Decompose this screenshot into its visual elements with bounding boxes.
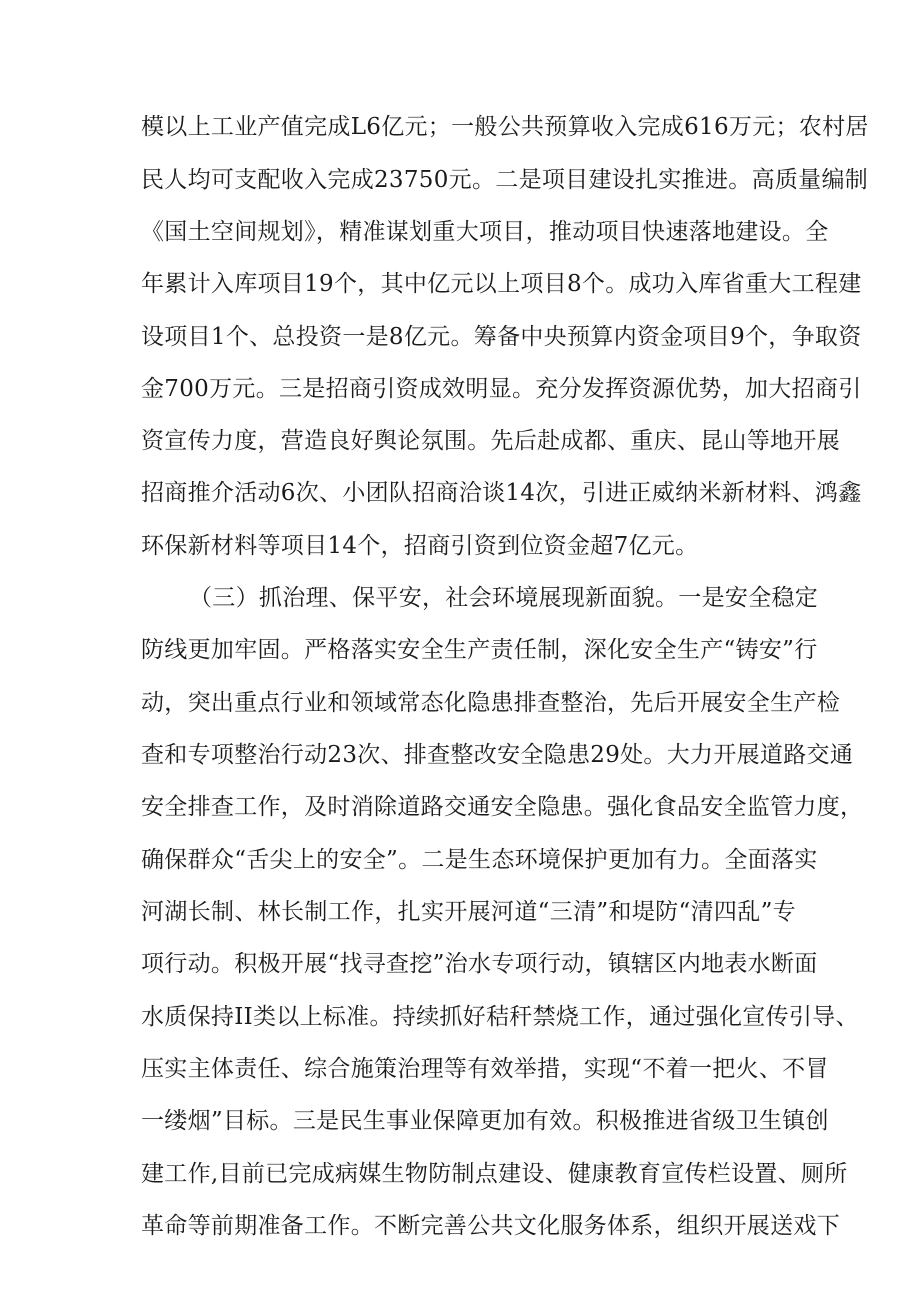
text-line: 确保群众“舌尖上的安全”。二是生态环境保护更加有力。全面落实 (141, 847, 818, 873)
text-line: 水质保持II类以上标准。持续抓好秸秆禁烧工作，通过强化宣传引导、 (141, 1004, 859, 1030)
text-line: 建工作,目前已完成病媒生物防制点建设、健康教育宣传栏设置、厕所 (141, 1161, 848, 1187)
text-line: 招商推介活动6次、小团队招商洽谈14次，引进正威纳米新材料、鸿鑫 (141, 480, 862, 506)
text-line: 动，突出重点行业和领域常态化隐患排查整治，先后开展安全生产检 (141, 690, 840, 716)
text-line: 模以上工业产值完成L6亿元；一般公共预算收入完成616万元；农村居 (141, 114, 869, 140)
text-line: 压实主体责任、综合施策治理等有效举措，实现“不着一把火、不冒 (141, 1056, 829, 1082)
text-line: 设项目1个、总投资一是8亿元。筹备中央预算内资金项目9个，争取资 (141, 324, 862, 350)
text-line: 一缕烟”目标。三是民生事业保障更加有效。积极推进省级卫生镇创 (141, 1108, 829, 1134)
text-line: 资宣传力度，营造良好舆论氛围。先后赴成都、重庆、昆山等地开展 (141, 428, 840, 454)
text-line: 防线更加牢固。严格落实安全生产责任制，深化安全生产“铸安”行 (141, 637, 818, 663)
text-line: 河湖长制、林长制工作，扎实开展河道“三清”和堤防“清四乱”专 (141, 899, 796, 925)
text-line: 《国土空间规划》，精准谋划重大项目，推动项目快速落地建设。全 (141, 219, 829, 245)
text-line: 环保新材料等项目14个，招商引资到位资金超7亿元。 (141, 533, 699, 559)
text-line: 民人均可支配收入完成23750元。二是项目建设扎实推进。高质量编制 (141, 167, 869, 193)
text-line: 金700万元。三是招商引资成效明显。充分发挥资源优势，加大招商引 (141, 376, 862, 402)
section-heading-line: （三）抓治理、保平安，社会环境展现新面貌。一是安全稳定 (189, 585, 819, 611)
text-line: 年累计入库项目19个，其中亿元以上项目8个。成功入库省重大工程建 (141, 271, 862, 297)
text-line: 查和专项整治行动23次、排查整改安全隐患29处。大力开展道路交通 (141, 742, 854, 768)
text-line: 项行动。积极开展“找寻查挖”治水专项行动，镇辖区内地表水断面 (141, 951, 818, 977)
text-line: 革命等前期准备工作。不断完善公共文化服务体系，组织开展送戏下 (141, 1213, 840, 1239)
text-line: 安全排查工作，及时消除道路交通安全隐患。强化食品安全监管力度， (141, 794, 864, 820)
